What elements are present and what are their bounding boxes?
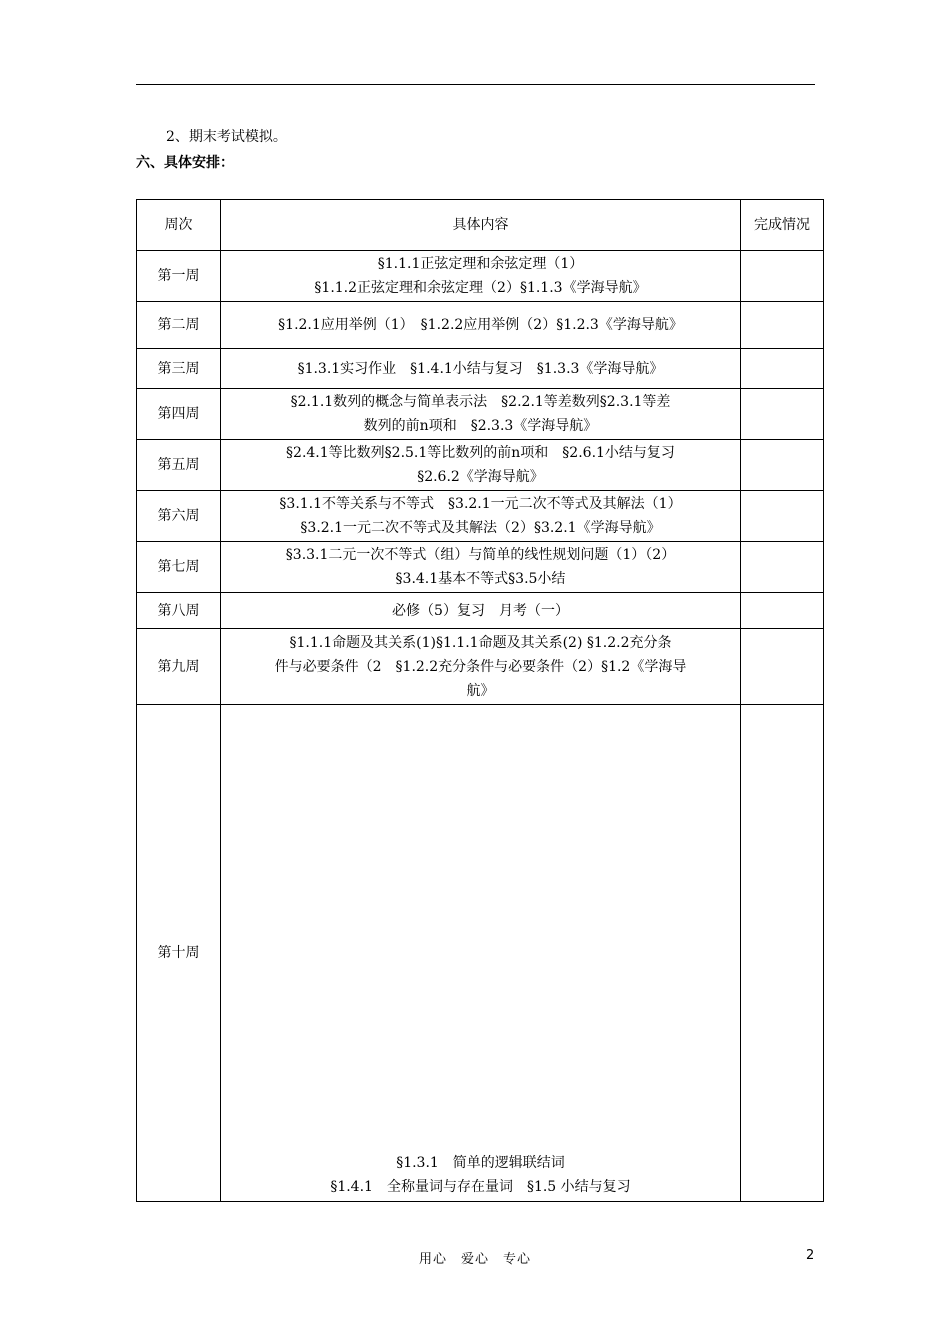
status-cell [741, 593, 824, 629]
content-line: 必修（5）复习 月考（一） [392, 602, 569, 619]
content-cell [221, 349, 741, 389]
content-line: 航》 [466, 682, 495, 699]
content-bottom-text [227, 1151, 734, 1199]
table-row [137, 440, 824, 491]
week-cell: 第二周 [137, 302, 221, 349]
status-cell [741, 542, 824, 593]
content-line: §3.3.1二元一次不等式（组）与简单的线性规划问题（1）（2） [285, 547, 676, 563]
table-row [137, 302, 824, 349]
table-row [137, 389, 824, 440]
status-cell [741, 705, 824, 1202]
content-cell-inner [227, 705, 734, 1201]
content-cell [221, 629, 741, 705]
content-line: §3.1.1不等关系与不等式 §3.2.1一元二次不等式及其解法（1） [279, 496, 682, 512]
week-cell: 第一周 [137, 251, 221, 302]
content-cell [221, 705, 741, 1202]
content-line: §1.3.1实习作业 §1.4.1小结与复习 §1.3.3《学海导航》 [297, 360, 664, 377]
content-cell [221, 542, 741, 593]
status-cell [741, 349, 824, 389]
content-line: §1.3.1 简单的逻辑联结词 [396, 1155, 565, 1171]
content-line: §3.2.1一元二次不等式及其解法（2）§3.2.1《学海导航》 [300, 520, 661, 536]
table-row [137, 542, 824, 593]
status-cell [741, 302, 824, 349]
section-heading: 六、具体安排： [136, 155, 234, 171]
status-cell [741, 440, 824, 491]
content-line: 数列的前n项和 §2.3.3《学海导航》 [363, 418, 598, 434]
content-line: §1.1.1正弦定理和余弦定理（1） [377, 256, 584, 272]
status-cell [741, 491, 824, 542]
content-line: §1.1.1命题及其关系(1)§1.1.1命题及其关系(2) §1.2.2充分条 [289, 634, 672, 651]
content-line: §2.1.1数列的概念与简单表示法 §2.2.1等差数列§2.3.1等差 [290, 394, 671, 410]
page-number: 2 [806, 1248, 815, 1263]
table-row [137, 349, 824, 389]
intro-line: 2、期末考试模拟。 [166, 129, 287, 145]
week-cell: 第十周 [137, 705, 221, 1202]
table-row [137, 491, 824, 542]
content-line: §2.6.2《学海导航》 [417, 469, 544, 485]
status-cell [741, 629, 824, 705]
schedule-table [136, 199, 824, 1202]
content-line: §2.4.1等比数列§2.5.1等比数列的前n项和 §2.6.1小结与复习 [286, 445, 675, 461]
content-cell [221, 440, 741, 491]
week-cell: 第九周 [137, 629, 221, 705]
header-content: 具体内容 [221, 200, 741, 251]
header-week: 周次 [137, 200, 221, 251]
table-row [137, 629, 824, 705]
week-cell: 第四周 [137, 389, 221, 440]
status-cell [741, 251, 824, 302]
content-cell [221, 593, 741, 629]
table-row-tall [137, 705, 824, 1202]
content-cell [221, 251, 741, 302]
content-cell [221, 491, 741, 542]
content-cell [221, 302, 741, 349]
week-cell: 第三周 [137, 349, 221, 389]
content-line: §1.1.2正弦定理和余弦定理（2）§1.1.3《学海导航》 [314, 280, 647, 296]
content-line: 件与必要条件（2 §1.2.2充分条件与必要条件（2）§1.2《学海导 [274, 658, 687, 675]
content-line: §3.4.1基本不等式§3.5小结 [395, 571, 566, 587]
table-row [137, 593, 824, 629]
content-line: §1.4.1 全称量词与存在量词 §1.5 小结与复习 [330, 1179, 631, 1195]
week-cell: 第六周 [137, 491, 221, 542]
header-status: 完成情况 [741, 200, 824, 251]
content-cell [221, 389, 741, 440]
footer-motto: 用心 爱心 专心 [418, 1252, 531, 1267]
week-cell: 第七周 [137, 542, 221, 593]
week-cell: 第八周 [137, 593, 221, 629]
table-row [137, 251, 824, 302]
content-line: §1.2.1应用举例（1） §1.2.2应用举例（2）§1.2.3《学海导航》 [278, 317, 683, 333]
header-rule [136, 84, 815, 85]
week-cell: 第五周 [137, 440, 221, 491]
table-header-row [137, 200, 824, 251]
status-cell [741, 389, 824, 440]
